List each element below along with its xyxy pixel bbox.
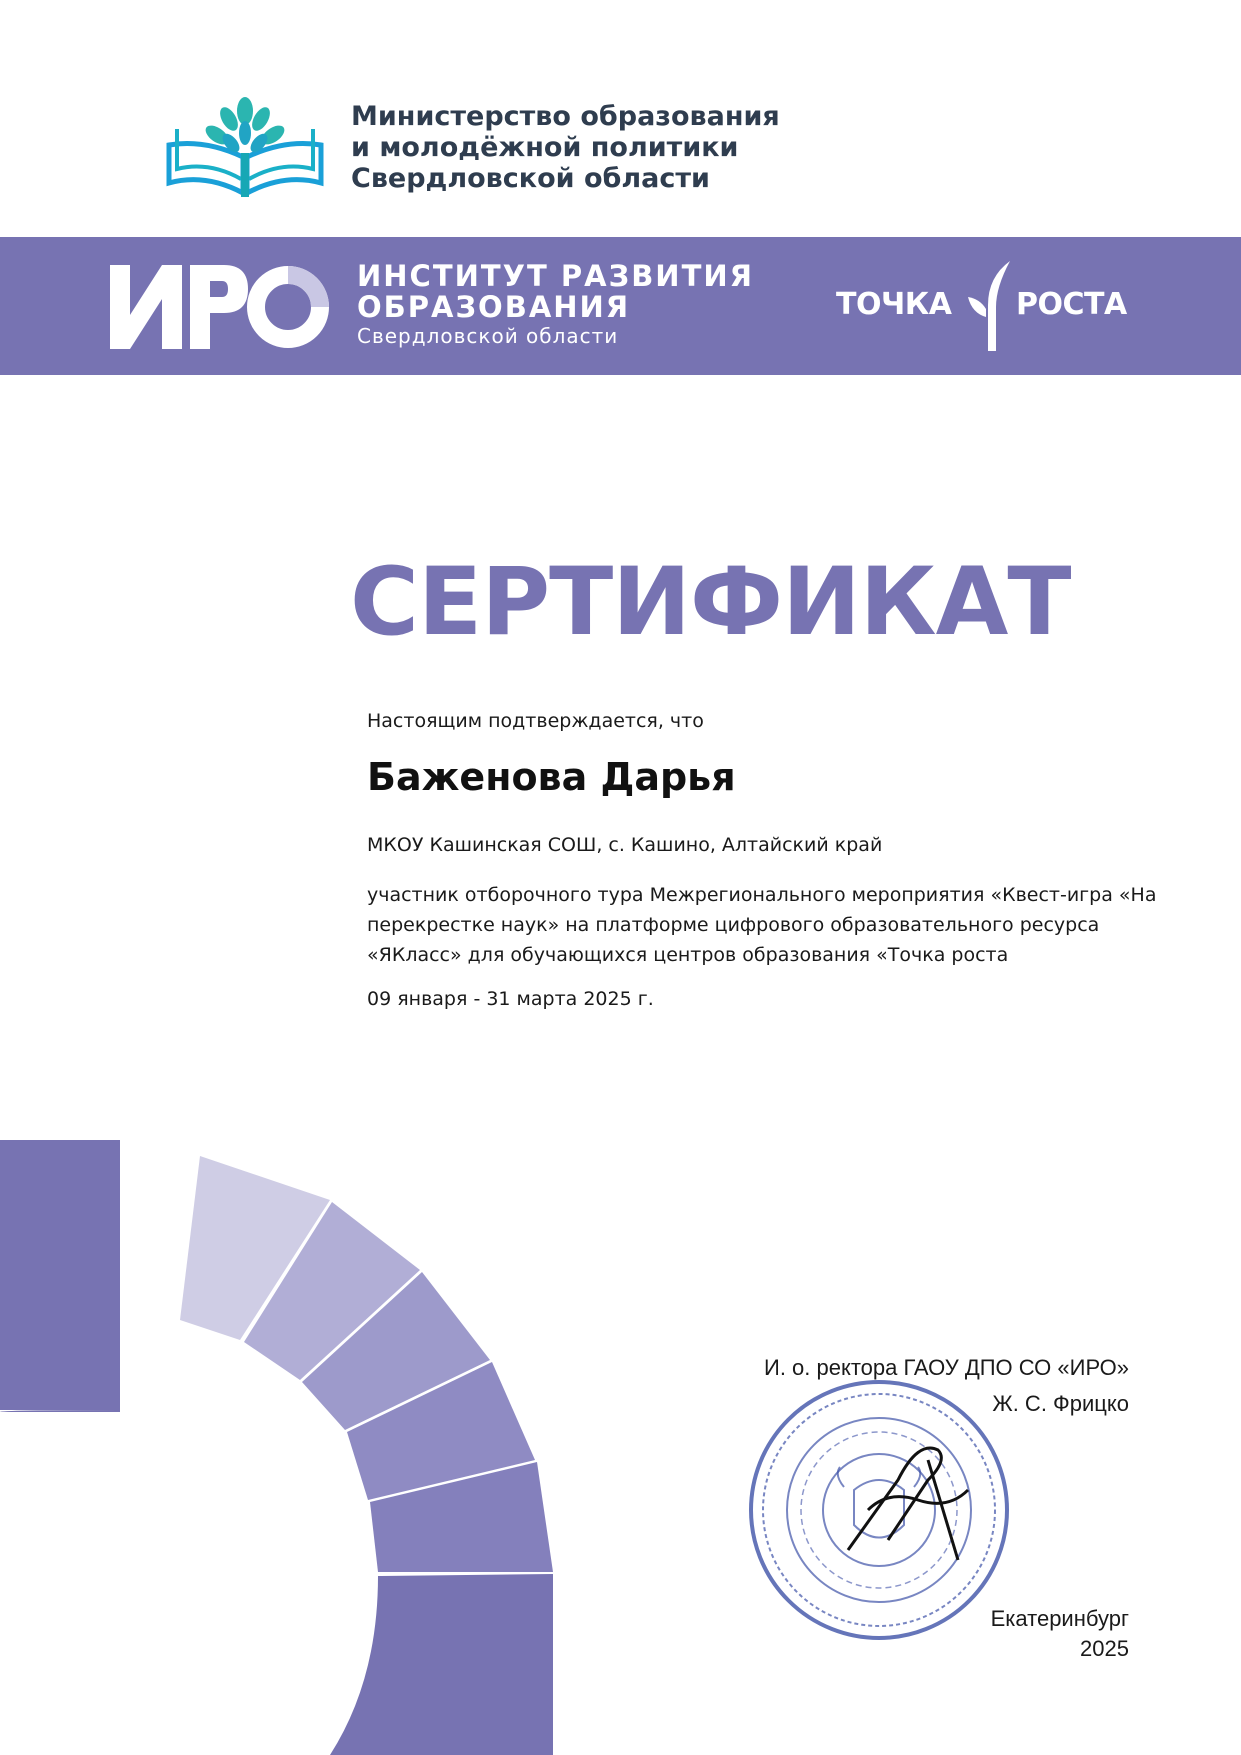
ministry-line: Министерство образования	[351, 101, 780, 132]
tochka-word: ТОЧКА	[836, 287, 952, 322]
institute-name-line: ИНСТИТУТ РАЗВИТИЯ	[357, 259, 754, 293]
institute-name-line: ОБРАЗОВАНИЯ	[357, 290, 631, 324]
city-year	[991, 1604, 1129, 1664]
ring-segment	[0, 1140, 120, 1410]
institute-region: Свердловской области	[357, 324, 619, 348]
intro-text: Настоящим подтверждается, что	[367, 710, 704, 732]
decorative-ring	[0, 1130, 560, 1755]
iro-logo	[108, 259, 330, 355]
sprout-icon	[966, 257, 1016, 353]
tochka-rosta-logo	[832, 257, 1132, 353]
institute-name	[357, 261, 754, 349]
ministry-header	[165, 95, 805, 205]
institute-banner	[0, 237, 1241, 375]
school-name: МКОУ Кашинская СОШ, с. Кашино, Алтайский край	[367, 834, 883, 856]
ministry-line: Свердловской области	[351, 163, 710, 194]
tree-book-icon	[165, 95, 325, 205]
description-line: участник отборочного тура Межрегионального мероприятия «Квест-игра «На	[367, 884, 1157, 906]
ring-segment	[330, 1574, 553, 1755]
city: Екатеринбург	[990, 1606, 1129, 1631]
ring-segment	[0, 1410, 120, 1412]
description-line: «ЯКласс» для обучающихся центров образования «Точка роста	[367, 944, 1009, 966]
year: 2025	[1080, 1636, 1129, 1661]
description-line: перекрестке наук» на платформе цифрового образовательного ресурса	[367, 914, 1100, 936]
description	[367, 880, 1157, 970]
ministry-line: и молодёжной политики	[351, 132, 739, 163]
rosta-word: РОСТА	[1016, 287, 1127, 322]
handwritten-signature	[828, 1420, 988, 1580]
ministry-name	[351, 101, 780, 194]
signer-position: И. о. ректора ГАОУ ДПО СО «ИРО»	[764, 1355, 1129, 1380]
recipient-name: Баженова Дарья	[367, 755, 736, 799]
event-dates: 09 января - 31 марта 2025 г.	[367, 988, 654, 1010]
signer-name: Ж. С. Фрицко	[992, 1391, 1129, 1416]
certificate-title: СЕРТИФИКАТ	[350, 548, 1071, 657]
